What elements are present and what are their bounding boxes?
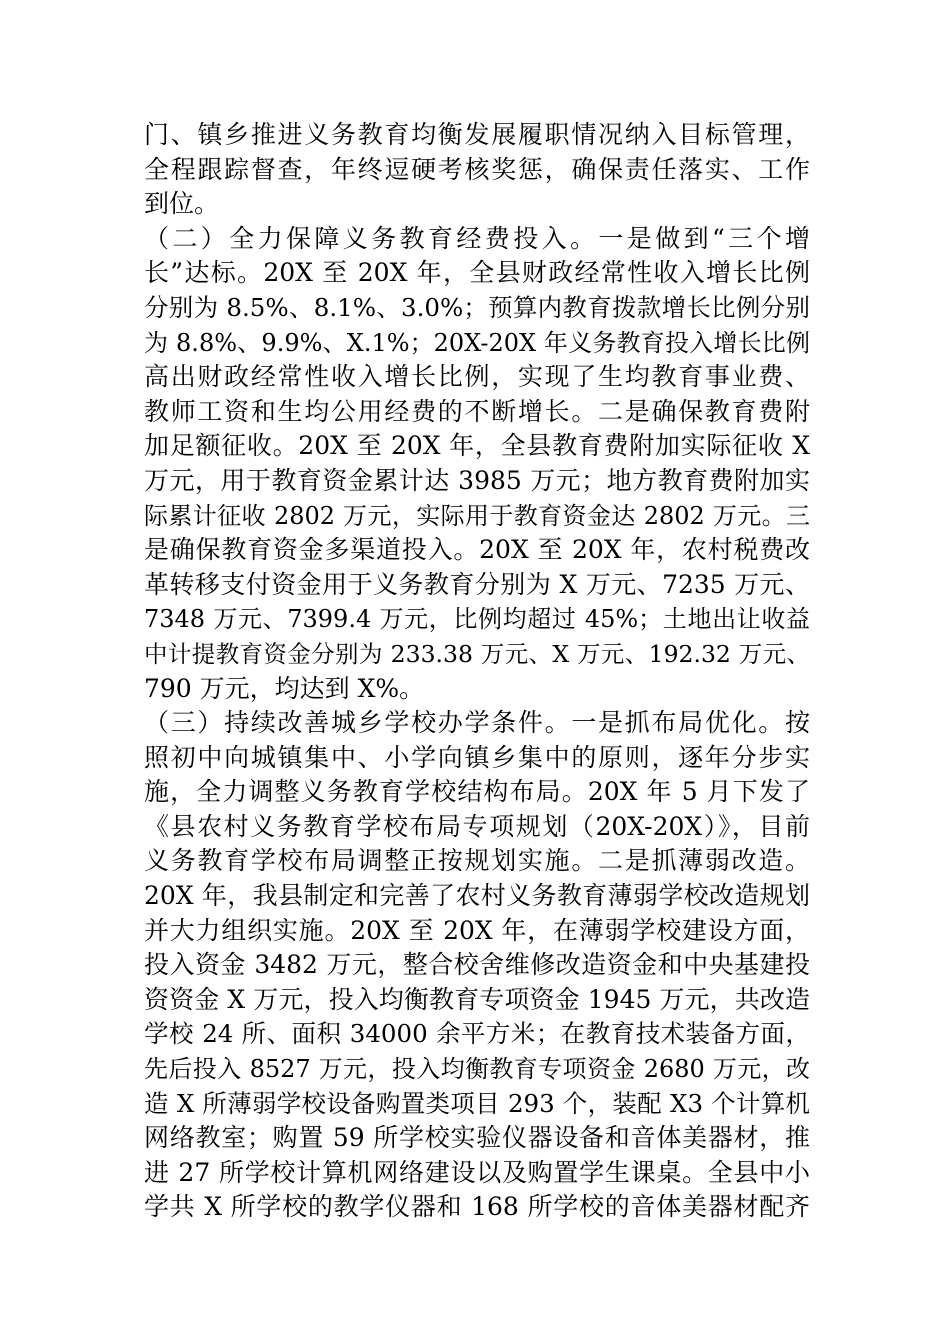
text-line: 网络教室；购置 59 所学校实验仪器设备和音体美器材，推 bbox=[144, 1123, 810, 1153]
text-line: 20X 年，我县制定和完善了农村义务教育薄弱学校改造规划 bbox=[144, 881, 810, 911]
text-line: 资资金 X 万元，投入均衡教育专项资金 1945 万元，共改造 bbox=[144, 984, 810, 1014]
text-line: 万元，用于教育资金累计达 3985 万元；地方教育费附加实 bbox=[144, 465, 810, 495]
text-line: 学共 X 所学校的教学仪器和 168 所学校的音体美器材配齐 bbox=[144, 1192, 810, 1222]
text-line: 学校 24 所、面积 34000 余平方米；在教育技术装备方面， bbox=[144, 1019, 810, 1049]
text-line: 790 万元，均达到 X%。 bbox=[144, 673, 425, 703]
text-line: （二）全力保障义务教育经费投入。一是做到“三个增 bbox=[144, 223, 810, 253]
text-line: 是确保教育资金多渠道投入。20X 至 20X 年，农村税费改 bbox=[144, 535, 810, 565]
text-line: 际累计征收 2802 万元，实际用于教育资金达 2802 万元。三 bbox=[144, 501, 810, 530]
text-line: 并大力组织实施。20X 至 20X 年，在薄弱学校建设方面， bbox=[144, 915, 810, 945]
text-line: 到位。 bbox=[144, 189, 220, 219]
text-line: （三）持续改善城乡学校办学条件。一是抓布局优化。按 bbox=[144, 708, 810, 738]
text-line: 7348 万元、7399.4 万元，比例均超过 45%；土地出让收益 bbox=[144, 605, 810, 634]
text-line: 门、镇乡推进义务教育均衡发展履职情况纳入目标管理， bbox=[144, 120, 810, 149]
text-line: 分别为 8.5%、8.1%、3.0%；预算内教育拨款增长比例分别 bbox=[144, 292, 810, 322]
text-line: 《县农村义务教育学校布局专项规划（20X-20X）》，目前 bbox=[144, 811, 810, 841]
text-line: 义务教育学校布局调整正按规划实施。二是抓薄弱改造。 bbox=[144, 846, 810, 876]
document-body bbox=[144, 118, 810, 1225]
text-line: 照初中向城镇集中、小学向镇乡集中的原则，逐年分步实 bbox=[144, 742, 810, 772]
text-line: 革转移支付资金用于义务教育分别为 X 万元、7235 万元、 bbox=[144, 569, 810, 599]
text-line: 施，全力调整义务教育学校结构布局。20X 年 5 月下发了 bbox=[144, 777, 810, 807]
text-line: 长”达标。20X 至 20X 年，全县财政经常性收入增长比例 bbox=[144, 258, 810, 288]
text-line: 高出财政经常性收入增长比例，实现了生均教育事业费、 bbox=[144, 362, 810, 392]
text-line: 为 8.8%、9.9%、X.1%；20X-20X 年义务教育投入增长比例 bbox=[144, 328, 810, 357]
text-line: 教师工资和生均公用经费的不断增长。二是确保教育费附 bbox=[144, 396, 810, 426]
text-line: 进 27 所学校计算机网络建设以及购置学生课桌。全县中小 bbox=[144, 1157, 810, 1187]
text-line: 先后投入 8527 万元，投入均衡教育专项资金 2680 万元，改 bbox=[144, 1055, 810, 1084]
text-line: 加足额征收。20X 至 20X 年，全县教育费附加实际征收 X bbox=[144, 431, 810, 461]
text-line: 全程跟踪督查，年终逗硬考核奖惩，确保责任落实、工作 bbox=[144, 154, 810, 184]
text-line: 造 X 所薄弱学校设备购置类项目 293 个，装配 X3 个计算机 bbox=[144, 1088, 810, 1118]
text-line: 中计提教育资金分别为 233.38 万元、X 万元、192.32 万元、 bbox=[144, 639, 810, 668]
text-line: 投入资金 3482 万元，整合校舍维修改造资金和中央基建投 bbox=[144, 950, 810, 980]
